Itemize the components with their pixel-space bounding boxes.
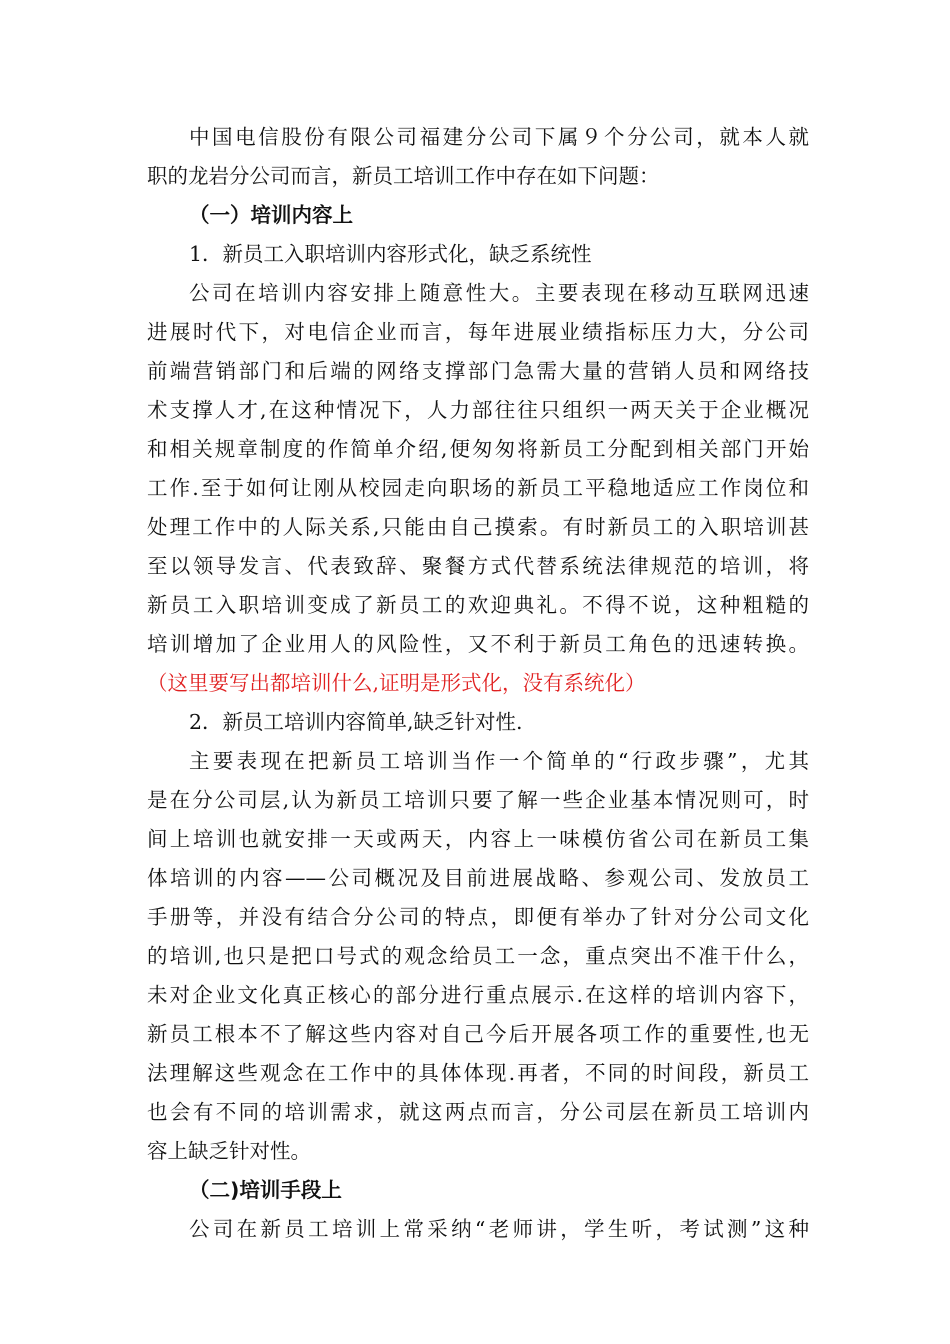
- text-line: 职的龙岩分公司而言，新员工培训工作中存在如下问题：: [147, 164, 660, 188]
- red-annotation: （这里要写出都培训什么,证明是形式化，没有系统化）: [147, 671, 646, 695]
- text-line: 的培训,也只是把口号式的观念给员工一念，重点突出不准干什么，: [147, 944, 809, 968]
- text-line: 间上培训也就安排一天或两天，内容上一味模仿省公司在新员工集: [147, 827, 809, 851]
- text-line: 体培训的内容——公司概况及目前进展战略、参观公司、发放员工: [147, 866, 809, 890]
- text-line: 法理解这些观念在工作中的具体体现.再者，不同的时间段，新员工: [147, 1061, 809, 1085]
- text-line: 新员工根本不了解这些内容对自己今后开展各项工作的重要性,也无: [147, 1022, 809, 1046]
- text-line: 中国电信股份有限公司福建分公司下属９个分公司，就本人就: [189, 125, 809, 149]
- text-line: 公司在培训内容安排上随意性大。主要表现在移动互联网迅速: [189, 281, 809, 305]
- document-body: [147, 118, 809, 1249]
- section-heading: （一）培训内容上: [189, 203, 353, 227]
- text-line: 培训增加了企业用人的风险性，又不利于新员工角色的迅速转换。: [147, 632, 809, 656]
- text-line: 和相关规章制度的作简单介绍,便匆匆将新员工分配到相关部门开始: [147, 437, 809, 461]
- text-line: 主要表现在把新员工培训当作一个简单的“行政步骤”，尤其: [189, 749, 809, 773]
- text-line: 是在分公司层,认为新员工培训只要了解一些企业基本情况则可，时: [147, 788, 809, 812]
- text-line: 新员工入职培训变成了新员工的欢迎典礼。不得不说，这种粗糙的: [147, 593, 809, 617]
- text-line: 手册等，并没有结合分公司的特点，即便有举办了针对分公司文化: [147, 905, 809, 929]
- text-line: 处理工作中的人际关系,只能由自己摸索。有时新员工的入职培训甚: [147, 515, 809, 539]
- text-line: 也会有不同的培训需求，就这两点而言，分公司层在新员工培训内: [147, 1100, 809, 1124]
- text-line: 未对企业文化真正核心的部分进行重点展示.在这样的培训内容下，: [147, 983, 809, 1007]
- text-line: 2．新员工培训内容简单,缺乏针对性.: [189, 710, 523, 734]
- text-line: 术支撑人才,在这种情况下，人力部往往只组织一两天关于企业概况: [147, 398, 809, 422]
- text-line: 进展时代下，对电信企业而言，每年进展业绩指标压力大，分公司: [147, 320, 809, 344]
- section-heading: （二)培训手段上: [189, 1178, 342, 1202]
- text-line: 1．新员工入职培训内容形式化，缺乏系统性: [189, 242, 592, 266]
- text-line: 至以领导发言、代表致辞、聚餐方式代替系统法律规范的培训，将: [147, 554, 809, 578]
- text-line: 公司在新员工培训上常采纳“老师讲，学生听，考试测”这种: [189, 1217, 809, 1241]
- text-line: 容上缺乏针对性。: [147, 1139, 311, 1163]
- text-line: 工作.至于如何让刚从校园走向职场的新员工平稳地适应工作岗位和: [147, 476, 809, 500]
- text-line: 前端营销部门和后端的网络支撑部门急需大量的营销人员和网络技: [147, 359, 809, 383]
